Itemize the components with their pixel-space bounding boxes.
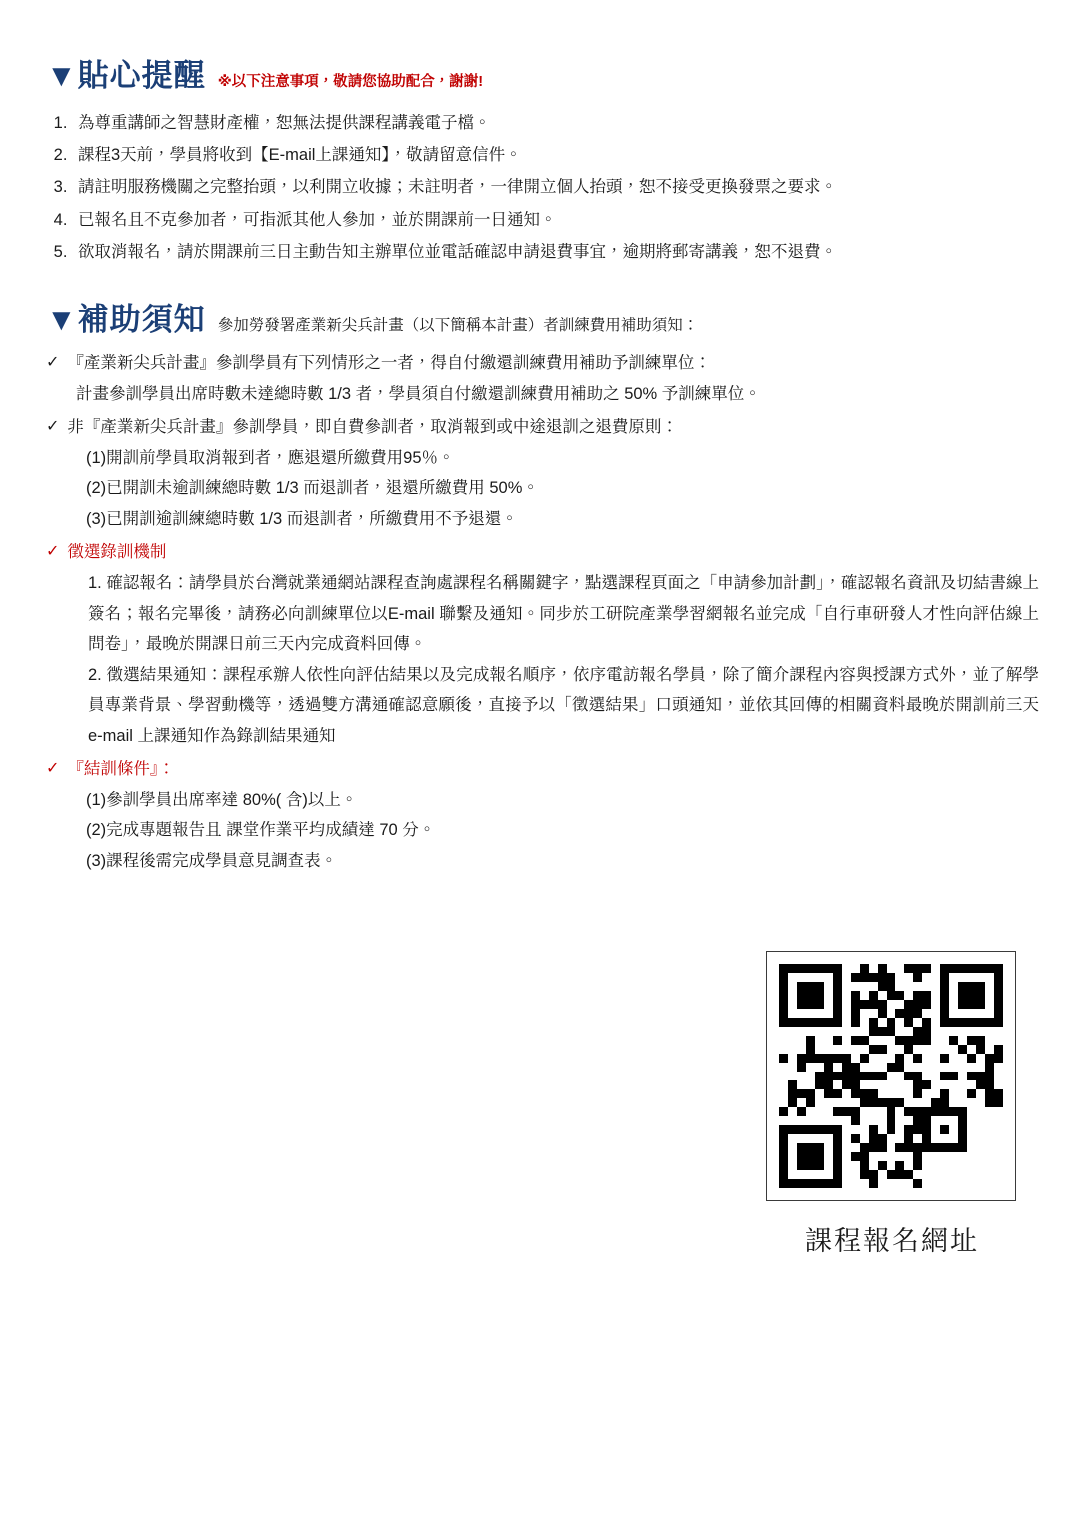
reminder-list bbox=[46, 107, 1039, 268]
subsidy-item-3 bbox=[46, 538, 1039, 568]
subsidy-item-4-line: (3)課程後需完成學員意見調查表。 bbox=[86, 851, 338, 870]
check-icon: ✓ bbox=[46, 543, 60, 561]
subsidy-item-2-line: (1)開訓前學員取消報到者，應退還所繳費用95％。 bbox=[86, 448, 455, 467]
subsidy-heading: ▼補助須知 bbox=[46, 301, 206, 337]
subsidy-item-2-title: 非『產業新尖兵計畫』參訓學員，即自費參訓者，取消報到或中途退訓之退費原則： bbox=[67, 418, 678, 437]
reminder-section bbox=[0, 0, 1079, 268]
subsidy-item-3-paragraph: 2. 徵選結果通知：課程承辦人依性向評估結果以及完成報名順序，依序電訪報名學員，除了簡介課程內容與授課方式外，並了解學員專業背景、學習動機等，透過雙方溝通確認意願後，直接予以「徵選結果」口頭通知，並依其回傳的相關資料最晚於開訓前三天e-mail 上課通知作為錄訓結果通知 bbox=[88, 665, 1039, 745]
subsidy-item-4-line: (1)參訓學員出席率達 80%( 含)以上。 bbox=[86, 790, 358, 809]
subsidy-item-2-line: (3)已開訓逾訓練總時數 1/3 而退訓者，所繳費用不予退還。 bbox=[86, 509, 518, 528]
list-item: 2. 課程3天前，學員將收到【E-mail上課通知】，敬請留意信件。 bbox=[72, 139, 1039, 171]
check-icon: ✓ bbox=[46, 353, 60, 371]
subsidy-item-4-line: (2)完成專題報告且 課堂作業平均成績達 70 分。 bbox=[86, 821, 436, 840]
reminder-heading-row bbox=[46, 50, 1039, 95]
subsidy-item-4 bbox=[46, 755, 1039, 785]
subsidy-item-1 bbox=[46, 349, 1039, 379]
reminder-note: ※以下注意事項，敬請您協助配合，謝謝! bbox=[217, 74, 484, 90]
registration-qr-block bbox=[766, 951, 1018, 1258]
check-icon: ✓ bbox=[46, 760, 60, 778]
list-item: 1. 為尊重講師之智慧財產權，恕無法提供課程講義電子檔。 bbox=[72, 107, 1039, 139]
subsidy-subtitle: 參加勞發署產業新尖兵計畫（以下簡稱本計畫）者訓練費用補助須知： bbox=[217, 316, 699, 334]
qr-code-modules bbox=[779, 964, 1003, 1188]
subsidy-item-1-title: 『產業新尖兵計畫』參訓學員有下列情形之一者，得自付繳還訓練費用補助予訓練單位： bbox=[67, 353, 711, 372]
subsidy-item-2 bbox=[46, 413, 1039, 443]
qr-caption: 課程報名網址 bbox=[805, 1226, 979, 1256]
reminder-heading: ▼貼心提醒 bbox=[46, 58, 206, 93]
list-item: 4. 已報名且不克參加者，可指派其他人參加，並於開課前一日通知。 bbox=[72, 204, 1039, 236]
list-item: 5. 欲取消報名，請於開課前三日主動告知主辦單位並電話確認申請退費事宜，逾期將郵寄講義，恕不退費。 bbox=[72, 236, 1039, 268]
subsidy-item-4-title: 『結訓條件』： bbox=[67, 760, 175, 779]
subsidy-section bbox=[0, 294, 1079, 876]
subsidy-item-1-detail: 計畫參訓學員出席時數未達總時數 1/3 者，學員須自付繳還訓練費用補助之 50% 予訓練單位。 bbox=[76, 384, 761, 403]
subsidy-item-3-paragraph: 1. 確認報名：請學員於台灣就業通網站課程查詢處課程名稱關鍵字，點選課程頁面之「申請參加計劃」，確認報名資訊及切結書線上簽名；報名完畢後，請務必向訓練單位以E-mail 聯繫及通知。同步於工研院產業學習網報名並完成「自行車研發人才性向評估線上問卷」，最晚於開課日前三天內完成資料回傳。 bbox=[88, 573, 1039, 654]
list-item: 3. 請註明服務機關之完整抬頭，以利開立收據；未註明者，一律開立個人抬頭，恕不接受更換發票之要求。 bbox=[72, 171, 1039, 203]
qr-code-icon[interactable] bbox=[766, 951, 1016, 1201]
check-icon: ✓ bbox=[46, 418, 60, 436]
subsidy-item-2-line: (2)已開訓未逾訓練總時數 1/3 而退訓者，退還所繳費用 50%。 bbox=[86, 479, 539, 498]
subsidy-heading-row bbox=[46, 294, 1039, 339]
subsidy-item-3-title: 徵選錄訓機制 bbox=[67, 543, 167, 562]
